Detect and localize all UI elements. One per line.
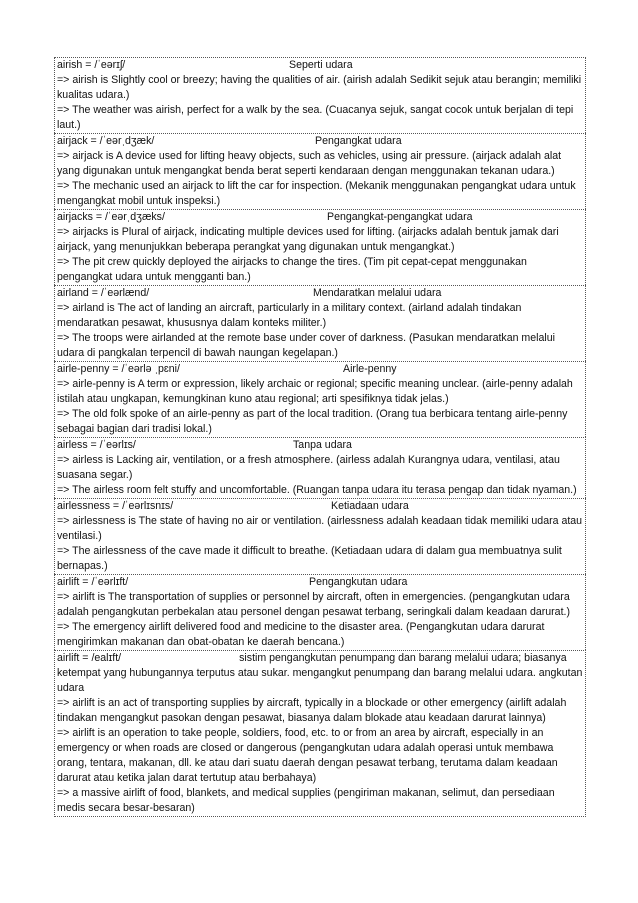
entry-header	[57, 362, 583, 377]
entry-term: airish = /ˈeərɪʃ/	[57, 59, 126, 71]
entry-term: airjacks = /ˈeərˌdʒæks/	[57, 211, 165, 223]
entry-airlift-extended	[54, 650, 586, 817]
entry-header	[57, 210, 583, 225]
entry-definition: => airlessness is The state of having no air or ventilation. (airlessness adalah keadaan tidak memiliki udara atau ventilasi.)	[57, 515, 583, 542]
dictionary-sheet	[54, 57, 586, 817]
entry-example: => The old folk spoke of an airle-penny as part of the local tradition. (Orang tua berbicara tentang airle-penny sebagai bagian dari tradisi lokal.)	[57, 408, 568, 435]
entry-airjack	[54, 133, 586, 209]
entry-header	[57, 651, 583, 696]
entry-definition: => airlift is The transportation of supplies or personnel by aircraft, often in emergencies. (pengangkutan udara adalah pengangkutan perbekalan atau personel dengan pesawat terbang, seringkali dalam keadaan darurat.)	[57, 591, 570, 618]
entry-term: airle-penny = /ˈeərlə ˌpɛni/	[57, 363, 180, 375]
entry-term: airlessness = /ˈeərlɪsnɪs/	[57, 500, 174, 512]
entry-airlessness	[54, 498, 586, 574]
entry-definition: => airlift is an act of transporting supplies by aircraft, typically in a blockade or other emergency (airlift adalah tindakan mengangkut pasokan dengan pesawat, biasanya dalam blokade atau keadaan darurat lainnya)	[57, 697, 567, 724]
entry-example: => The mechanic used an airjack to lift the car for inspection. (Mekanik menggunakan pengangkat udara untuk mengangkat mobil untuk inspeksi.)	[57, 180, 576, 207]
entry-term: airlift = /ealɪft/	[57, 652, 122, 664]
entry-definition: => airless is Lacking air, ventilation, or a fresh atmosphere. (airless adalah Kurangnya udara, ventilasi, atau suasana segar.)	[57, 454, 560, 481]
entry-airjacks	[54, 209, 586, 285]
entry-term: airless = /ˈeərlɪs/	[57, 439, 136, 451]
entry-definition: => airland is The act of landing an aircraft, particularly in a military context. (airland adalah tindakan mendaratkan pesawat, khususnya dalam konteks militer.)	[57, 302, 522, 329]
entry-header	[57, 438, 583, 453]
entry-header	[57, 134, 583, 149]
entry-airle-penny	[54, 361, 586, 437]
entry-translation: Pengangkat udara	[315, 135, 402, 147]
entry-example: => The emergency airlift delivered food and medicine to the disaster area. (Pengangkutan udara darurat mengirimkan makanan dan obat-obatan ke daerah bencana.)	[57, 621, 545, 648]
entry-airish	[54, 57, 586, 133]
entry-definition: => airjack is A device used for lifting heavy objects, such as vehicles, using air pressure. (airjack adalah alat yang digunakan untuk mengangkat benda berat seperti kendaraan dengan menggunakan tekanan udara.)	[57, 150, 562, 177]
entry-example: => The weather was airish, perfect for a walk by the sea. (Cuacanya sejuk, sangat cocok untuk berjalan di tepi laut.)	[57, 104, 574, 131]
entry-airlift	[54, 574, 586, 650]
entry-example: => The troops were airlanded at the remote base under cover of darkness. (Pasukan mendaratkan melalui udara di pangkalan terpencil di bawah naungan kegelapan.)	[57, 332, 555, 359]
entry-header	[57, 286, 583, 301]
entry-translation: Airle-penny	[343, 363, 397, 375]
entry-airless	[54, 437, 586, 498]
entry-translation: Pengangkutan udara	[309, 576, 408, 588]
entry-airland	[54, 285, 586, 361]
entry-header	[57, 575, 583, 590]
entry-term: airland = /ˈeərlænd/	[57, 287, 150, 299]
entry-definition: => airle-penny is A term or expression, likely archaic or regional; specific meaning unclear. (airle-penny adalah istilah atau ungkapan, kemungkinan kuno atau regional; arti spesifiknya tidak jelas.)	[57, 378, 573, 405]
entry-example: => The airlessness of the cave made it difficult to breathe. (Ketiadaan udara di dalam gua membuatnya sulit bernapas.)	[57, 545, 562, 572]
entry-translation: Pengangkat-pengangkat udara	[327, 211, 473, 223]
entry-header	[57, 499, 583, 514]
entry-example: => a massive airlift of food, blankets, and medical supplies (pengiriman makanan, selimut, dan persediaan medis secara besar-besaran)	[57, 787, 555, 814]
entry-term: airjack = /ˈeərˌdʒæk/	[57, 135, 155, 147]
entry-translation: Mendaratkan melalui udara	[313, 287, 442, 299]
entry-header	[57, 58, 583, 73]
entry-translation: sistim pengangkutan penumpang dan barang melalui udara; biasanya ketempat yang hubungannya terputus atau sukar. mengangkut penumpang dan barang melalui udara. angkutan udara	[57, 652, 583, 694]
entry-term: airlift = /ˈeərlɪft/	[57, 576, 129, 588]
entry-definition: => airjacks is Plural of airjack, indicating multiple devices used for lifting. (airjacks adalah bentuk jamak dari airjack, yang menunjukkan beberapa perangkat yang digunakan untuk mengangkat.)	[57, 226, 559, 253]
entry-translation: Seperti udara	[289, 59, 353, 71]
entry-example: => The pit crew quickly deployed the airjacks to change the tires. (Tim pit cepat-cepat menggunakan pengangkat udara untuk mengganti ban.)	[57, 256, 527, 283]
entry-translation: Tanpa udara	[293, 439, 352, 451]
entry-definition: => airish is Slightly cool or breezy; having the qualities of air. (airish adalah Sedikit sejuk atau berangin; memiliki kualitas udara.)	[57, 74, 582, 101]
entry-example: => The airless room felt stuffy and uncomfortable. (Ruangan tanpa udara itu terasa pengap dan tidak nyaman.)	[57, 484, 577, 496]
entry-translation: Ketiadaan udara	[331, 500, 409, 512]
entry-definition: => airlift is an operation to take people, soldiers, food, etc. to or from an area by aircraft, especially in an emergency or when roads are closed or dangerous (pengangkutan udara adalah operasi untuk membawa orang, tentara, makanan, dll. ke atau dari suatu daerah dengan pesawat terbang, terutama dalam keadaan darurat atau ketika jalan darat tertutup atau berbahaya)	[57, 727, 558, 784]
